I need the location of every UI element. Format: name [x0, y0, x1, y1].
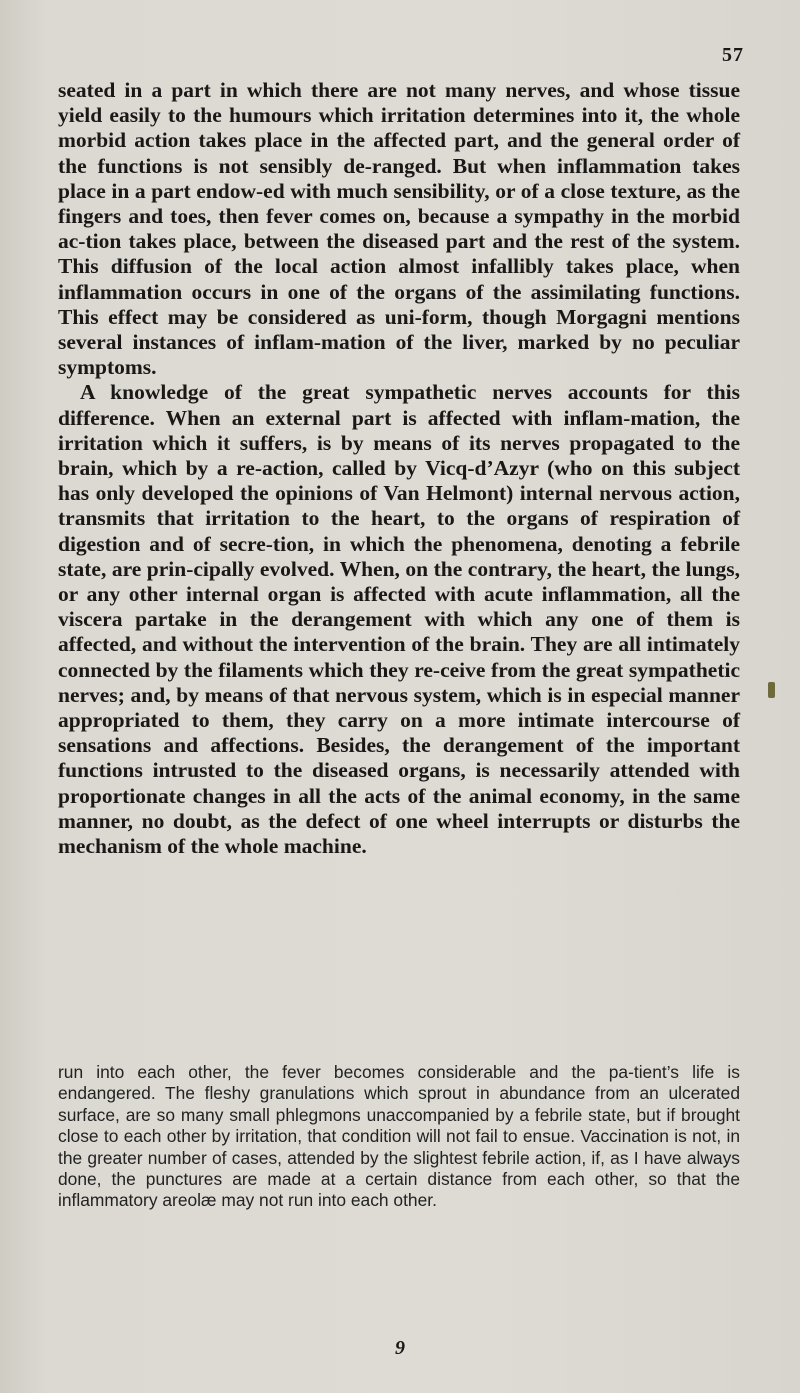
footnote-text: run into each other, the fever becomes considerable and the pa-tient’s life is endangered. The fleshy granulations which sprout in abundance from an ulcerated surface, are so many small phlegmons unaccompanied by a febrile state, but if brought close to each other by irritation, that condition will not fail to ensue. Vaccination is not, in the greater number of cases, attended by the slightest febrile action, if, as I have always done, the punctures are made at a certain distance from each other, so that the inflammatory areolæ may not run into each other.: [58, 1062, 740, 1211]
main-text: [58, 78, 740, 859]
footnote: [58, 1062, 740, 1212]
paragraph-1: seated in a part in which there are not many nerves, and whose tissue yield easily to the humours which irritation determines into it, the whole morbid action takes place in the affected part, and the general order of the functions is not sensibly de-ranged. But when inflammation takes place in a part endow-ed with much sensibility, or of a close texture, as the fingers and toes, then fever comes on, because a sympathy in the morbid ac-tion takes place, between the diseased part and the rest of the system. This diffusion of the local action almost infallibly takes place, when inflammation occurs in one of the organs of the assimilating functions. This effect may be considered as uni-form, though Morgagni mentions several instances of inflam-mation of the liver, marked by no peculiar symptoms.: [58, 78, 740, 380]
signature-mark: 9: [395, 1337, 405, 1359]
page-number: 57: [722, 44, 744, 66]
paragraph-2: A knowledge of the great sympathetic nerves accounts for this difference. When an external part is affected with inflam-mation, the irritation which it suffers, is by means of its nerves propagated to the brain, which by a re-action, called by Vicq-d’Azyr (who on this subject has only developed the opinions of Van Helmont) internal nervous action, transmits that irritation to the heart, to the organs of respiration of digestion and of secre-tion, in which the phenomena, denoting a febrile state, are prin-cipally evolved. When, on the contrary, the heart, the lungs, or any other internal organ is affected with acute inflammation, all the viscera partake in the derangement with which any one of them is affected, and without the intervention of the brain. They are all intimately connected by the filaments which they re-ceive from the great sympathetic nerves; and, by means of that nervous system, which is in especial manner appropriated to them, they carry on a more intimate intercourse of sensations and affections. Besides, the derangement of the important functions intrusted to the diseased organs, is necessarily attended with proportionate changes in all the acts of the animal economy, in the same manner, no doubt, as the defect of one wheel interrupts or disturbs the mechanism of the whole machine.: [58, 380, 740, 859]
margin-ink-mark: [768, 682, 775, 698]
